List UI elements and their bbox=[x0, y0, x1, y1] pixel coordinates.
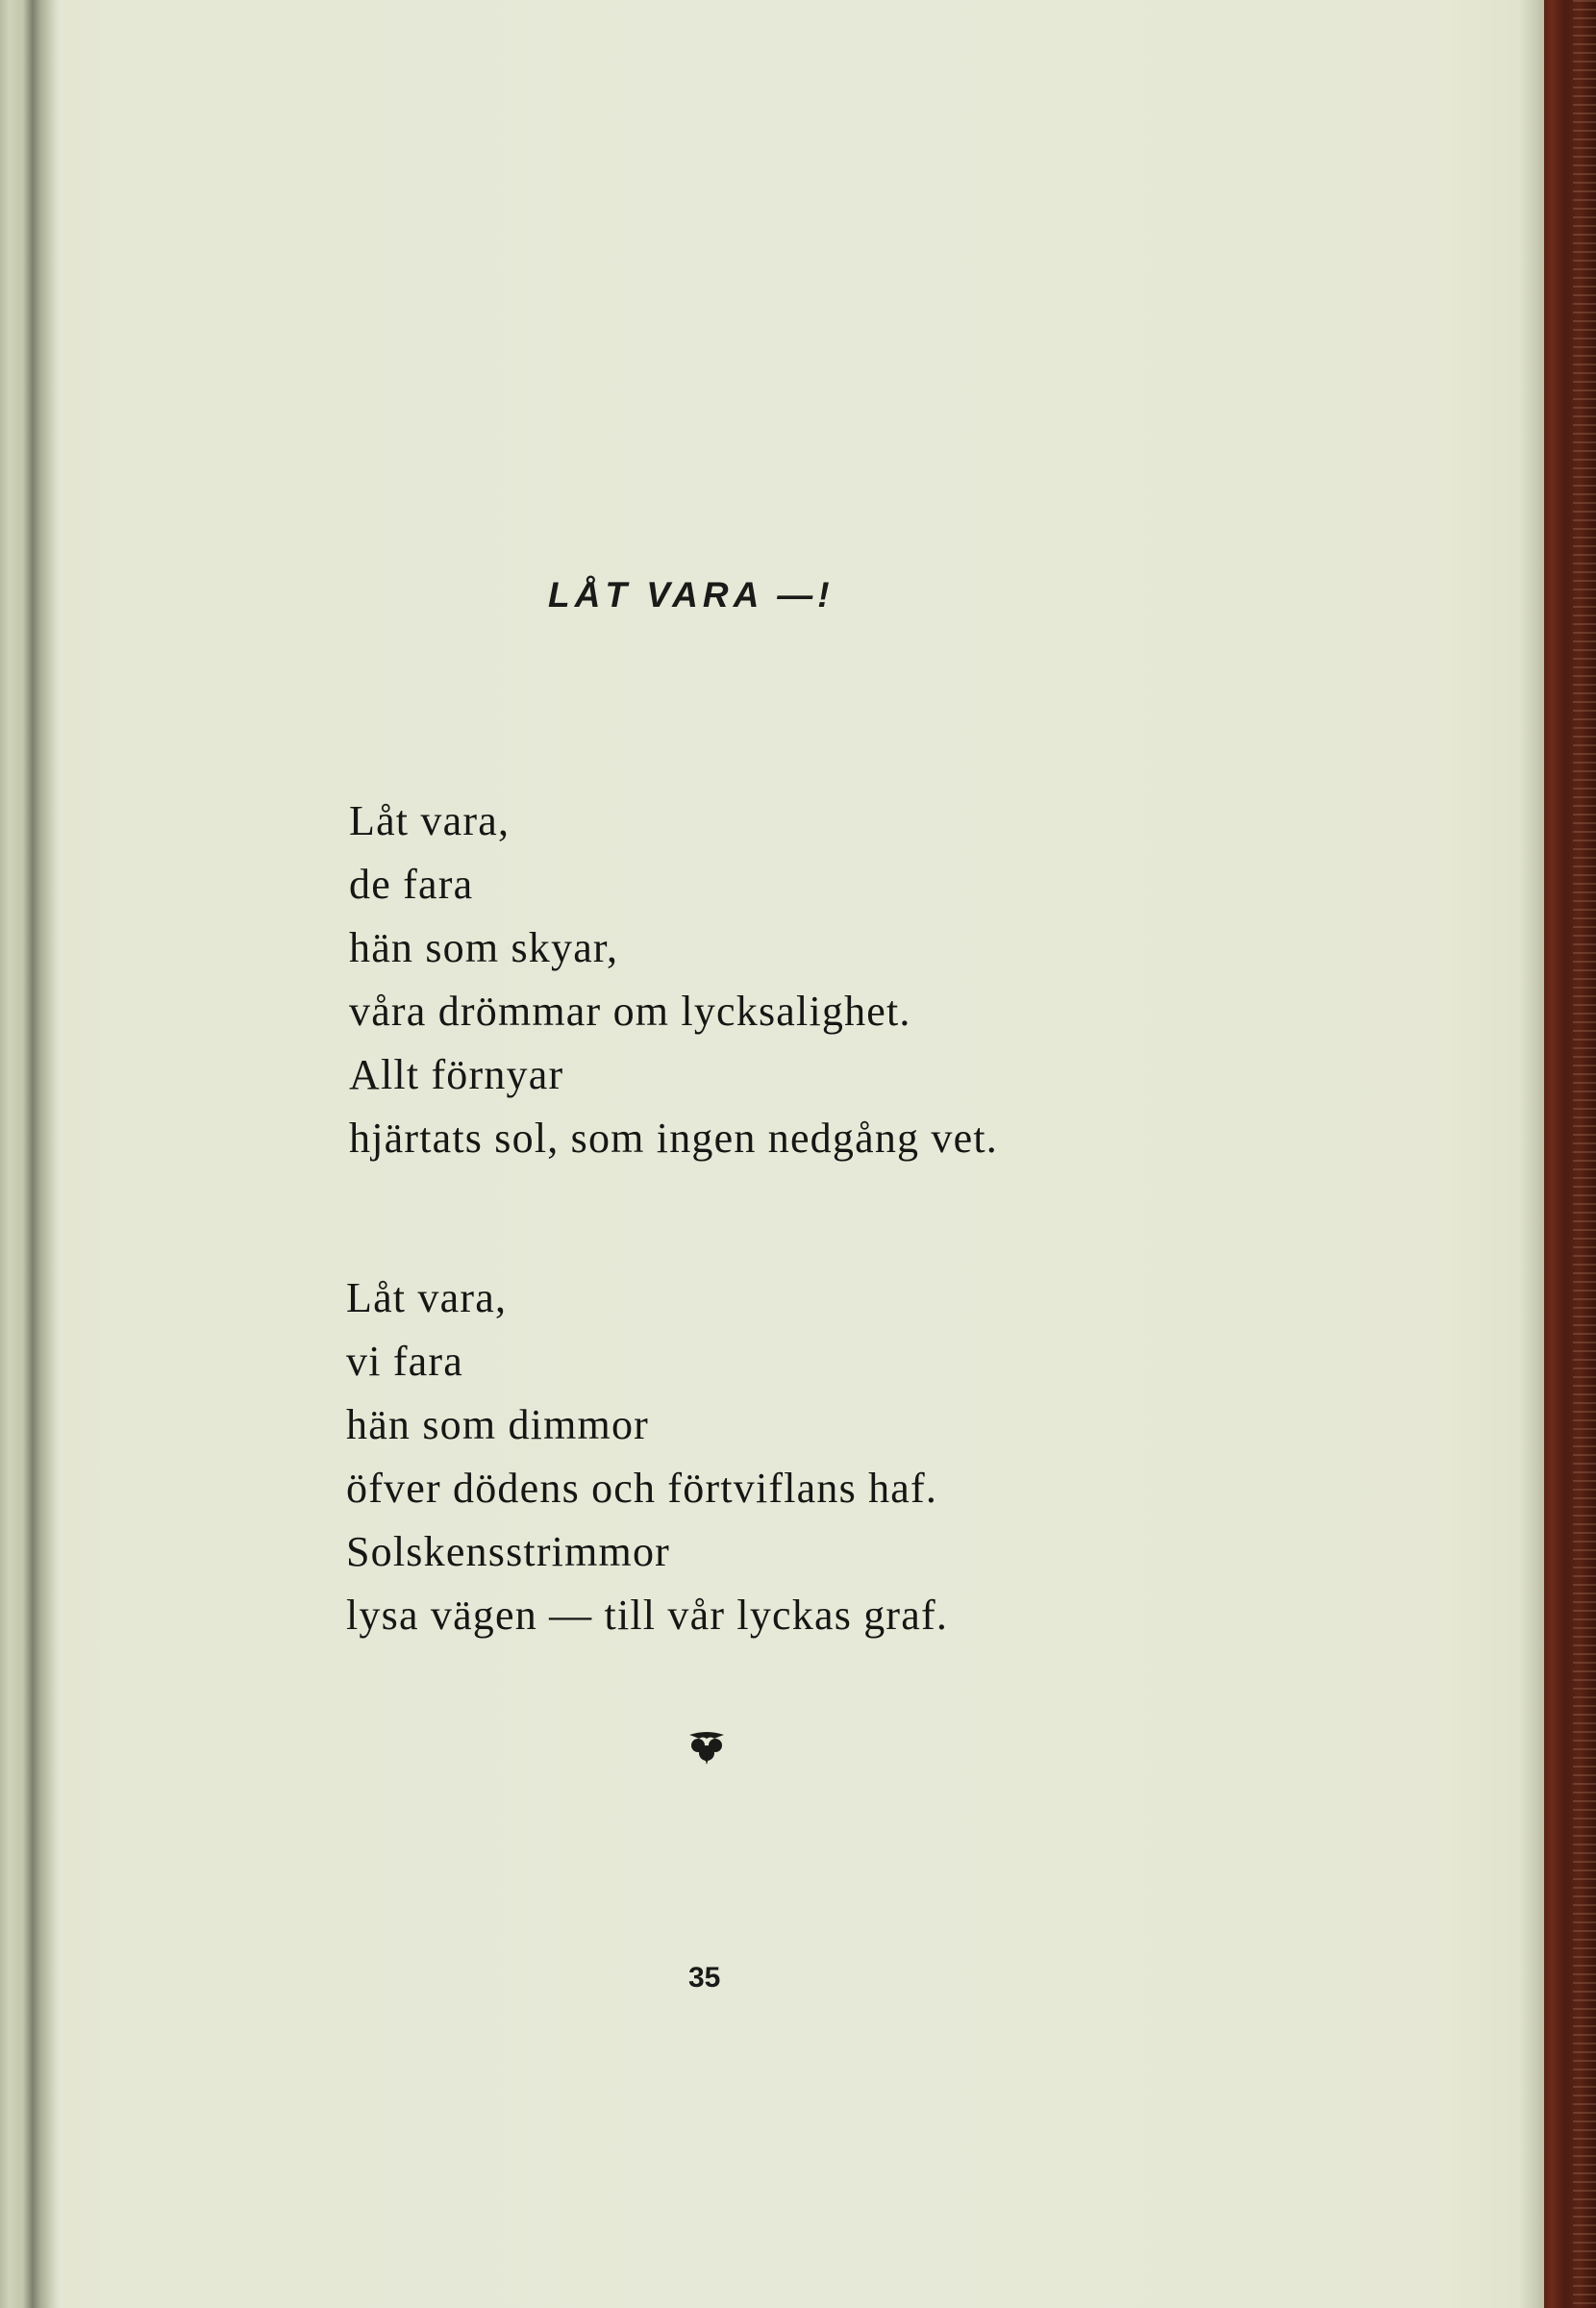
poem-line: hän som dimmor bbox=[346, 1401, 650, 1448]
poem-line: Låt vara, bbox=[346, 1274, 508, 1321]
poem-line: öfver dödens och förtviflans haf. bbox=[346, 1465, 938, 1512]
page-number: 35 bbox=[688, 1962, 721, 1994]
poem-line: lysa vägen — till vår lyckas graf. bbox=[346, 1592, 949, 1639]
poem-line: vi fara bbox=[346, 1338, 463, 1385]
book-cover-edge bbox=[1544, 0, 1596, 2308]
page-fold-shadow bbox=[1519, 0, 1546, 2308]
poem-line: Solskensstrimmor bbox=[346, 1528, 670, 1575]
page-gutter-shadow bbox=[0, 0, 60, 2308]
poem-line: hän som skyar, bbox=[349, 924, 619, 971]
poem-title: LÅT VARA —! bbox=[548, 575, 835, 615]
poem-line: våra drömmar om lycksalighet. bbox=[349, 988, 911, 1035]
fleuron-icon bbox=[686, 1727, 728, 1766]
poem-line: hjärtats sol, som ingen nedgång vet. bbox=[349, 1115, 998, 1162]
poem-line: Låt vara, bbox=[349, 797, 511, 844]
poem-line: Allt förnyar bbox=[349, 1051, 564, 1098]
poem-line: de fara bbox=[349, 861, 474, 908]
